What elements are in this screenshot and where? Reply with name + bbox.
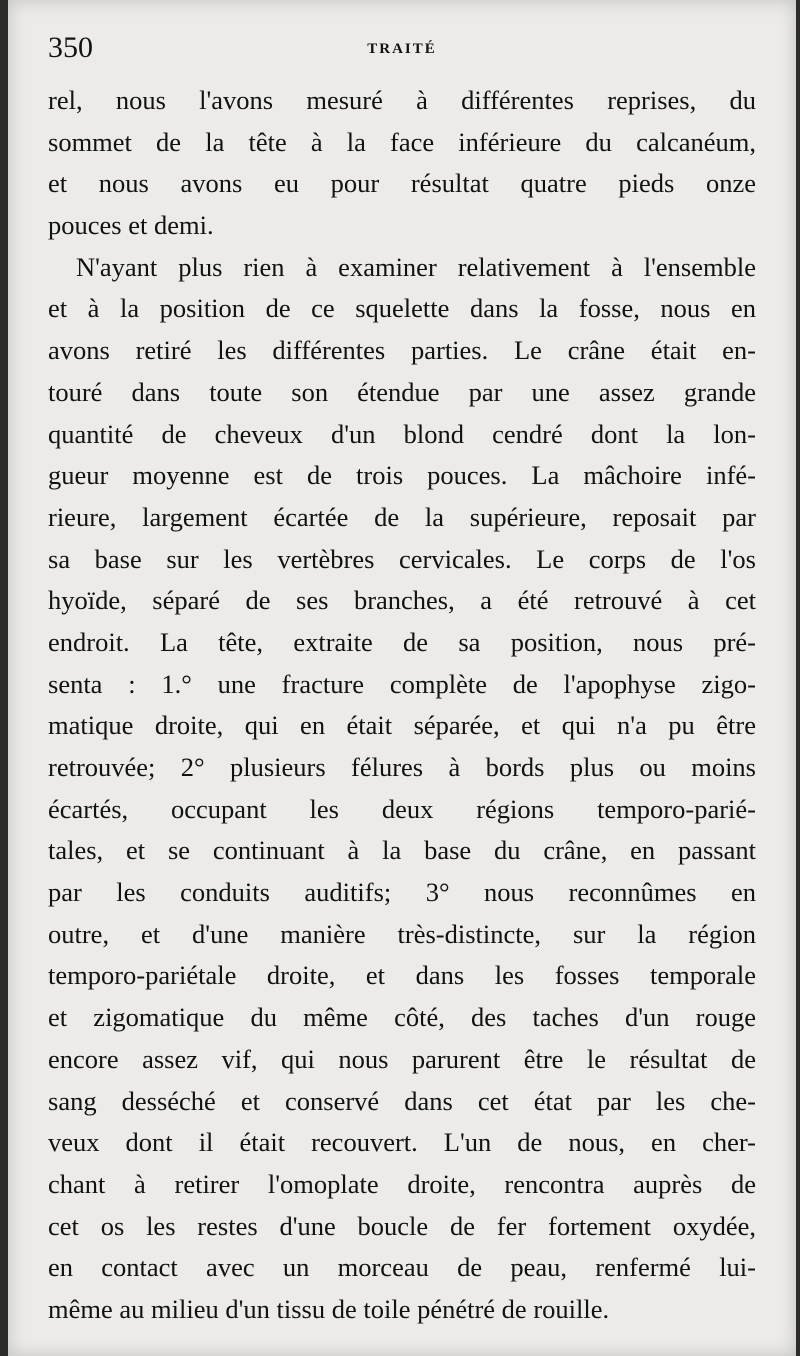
text-line: pouces et demi. xyxy=(48,210,214,241)
text-line: hyoïde, séparé de ses branches, a été retrouvé à cet xyxy=(48,585,756,616)
text-line: même au milieu d'un tissu de toile pénétré de rouille. xyxy=(48,1293,610,1324)
text-line: senta : 1.° une fracture complète de l'apophyse zigo- xyxy=(48,668,756,699)
body-text xyxy=(48,80,756,1331)
text-line: matique droite, qui en était séparée, et qui n'a pu être xyxy=(48,710,756,741)
running-head: TRAITÉ xyxy=(367,41,437,57)
text-line: avons retiré les différentes parties. Le crâne était en- xyxy=(48,335,756,366)
text-line: touré dans toute son étendue par une assez grande xyxy=(48,376,756,407)
text-line: et à la position de ce squelette dans la fosse, nous en xyxy=(48,293,756,324)
text-line: gueur moyenne est de trois pouces. La mâchoire infé- xyxy=(48,460,756,491)
text-line: retrouvée; 2° plusieurs félures à bords plus ou moins xyxy=(48,752,756,782)
book-page xyxy=(8,0,796,1356)
text-line: par les conduits auditifs; 3° nous reconnûmes en xyxy=(48,877,756,908)
text-line: sa base sur les vertèbres cervicales. Le corps de l'os xyxy=(48,543,756,574)
text-line: en contact avec un morceau de peau, renfermé lui- xyxy=(48,1252,756,1283)
text-line: rel, nous l'avons mesuré à différentes reprises, du xyxy=(48,85,756,115)
text-line: rieure, largement écartée de la supérieure, reposait par xyxy=(48,501,756,532)
text-line: chant à retirer l'omoplate droite, rencontra auprès de xyxy=(48,1168,756,1199)
text-line: sommet de la tête à la face inférieure du calcanéum, xyxy=(48,126,756,157)
text-line: et nous avons eu pour résultat quatre pieds onze xyxy=(48,168,756,199)
text-line: et zigomatique du même côté, des taches d'un rouge xyxy=(48,1002,756,1033)
text-line: tales, et se continuant à la base du crâne, en passant xyxy=(48,835,756,866)
text-line: outre, et d'une manière très-distincte, sur la région xyxy=(48,918,756,949)
text-line: quantité de cheveux d'un blond cendré dont la lon- xyxy=(48,418,756,449)
text-line: écartés, occupant les deux régions temporo-parié- xyxy=(48,793,756,824)
text-line: veux dont il était recouvert. L'un de nous, en cher- xyxy=(48,1127,756,1158)
text-line: temporo-pariétale droite, et dans les fosses temporale xyxy=(48,960,756,991)
text-line: encore assez vif, qui nous parurent être le résultat de xyxy=(48,1043,756,1074)
text-line: N'ayant plus rien à examiner relativement à l'ensemble xyxy=(76,251,756,282)
text-line: sang desséché et conservé dans cet état par les che- xyxy=(48,1085,756,1116)
page-header xyxy=(48,28,756,68)
text-line: endroit. La tête, extraite de sa position, nous pré- xyxy=(48,626,756,657)
page-number: 350 xyxy=(48,31,93,64)
text-line: cet os les restes d'une boucle de fer fortement oxydée, xyxy=(48,1210,756,1241)
